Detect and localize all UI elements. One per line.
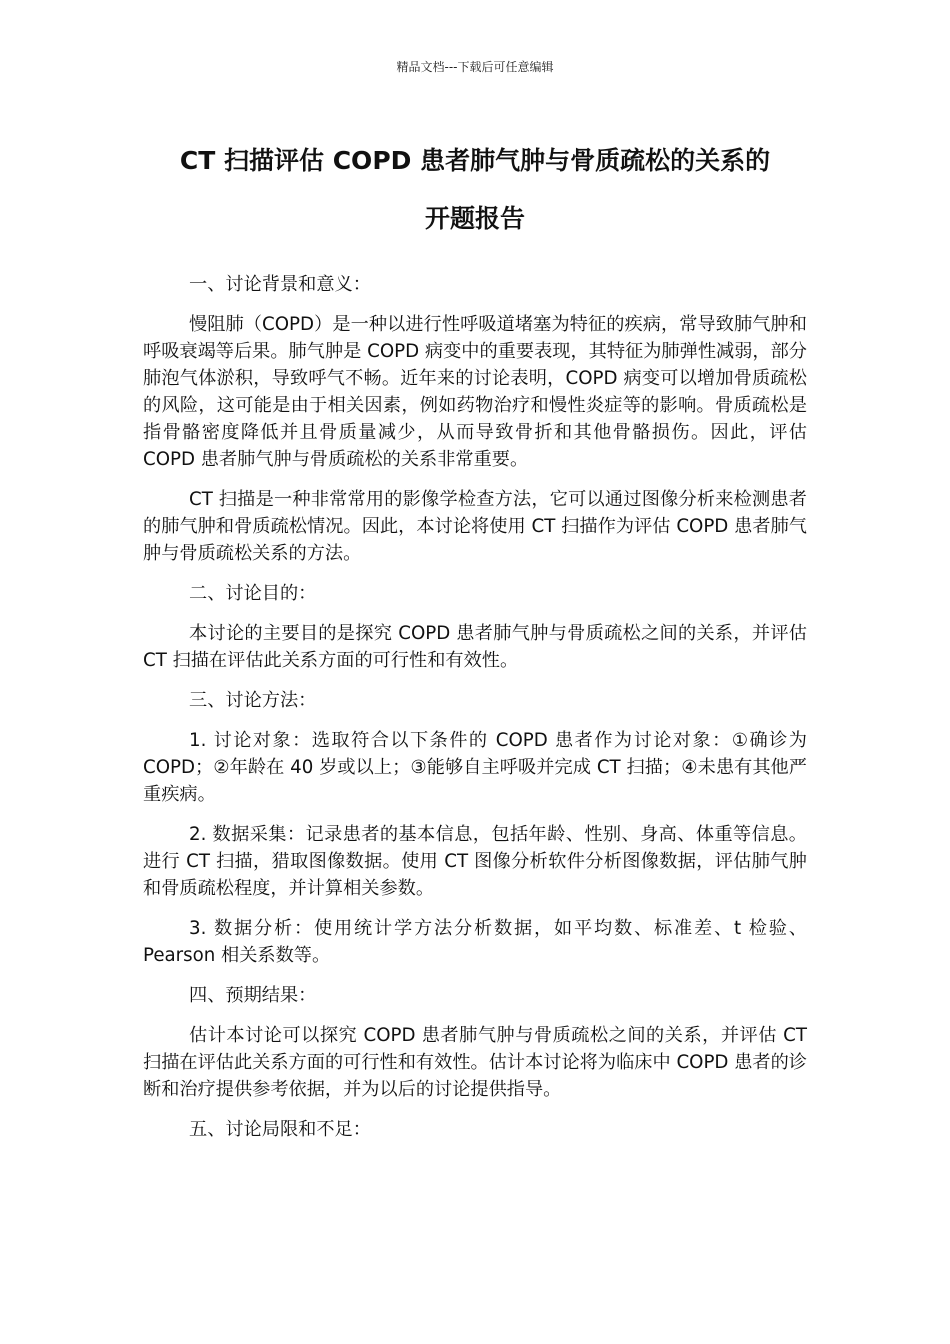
section-heading-methods: 三、讨论方法：	[189, 690, 317, 711]
section-heading-expected-results: 四、预期结果：	[189, 985, 317, 1006]
title-line-1: CT 扫描评估 COPD 患者肺气肿与骨质疏松的关系的	[179, 146, 771, 175]
paragraph-method-data-analysis: 3. 数据分析：使用统计学方法分析数据，如平均数、标准差、t 检验、Pearson 相关系数等。	[143, 918, 807, 966]
paragraph-ct-scan: CT 扫描是一种非常常用的影像学检查方法，它可以通过图像分析来检测患者的肺气肿和骨质疏松情况。因此，本讨论将使用 CT 扫描作为评估 COPD 患者肺气肿与骨质疏松关系的方法。	[143, 489, 807, 564]
header-note: 精品文档---下载后可任意编辑	[396, 60, 554, 74]
section-heading-purpose: 二、讨论目的：	[189, 583, 317, 604]
paragraph-expected-results: 估计本讨论可以探究 COPD 患者肺气肿与骨质疏松之间的关系，并评估 CT 扫描在评估此关系方面的可行性和有效性。估计本讨论将为临床中 COPD 患者的诊断和治疗提供参考依据，并为以后的讨论提供指导。	[143, 1025, 807, 1100]
paragraph-copd-intro: 慢阻肺（COPD）是一种以进行性呼吸道堵塞为特征的疾病，常导致肺气肿和呼吸衰竭等后果。肺气肿是 COPD 病变中的重要表现，其特征为肺弹性减弱，部分肺泡气体淤积，导致呼气不畅。近年来的讨论表明，COPD 病变可以增加骨质疏松的风险，这可能是由于相关因素，例如药物治疗和慢性炎症等的影响。骨质疏松是指骨骼密度降低并且骨质量减少，从而导致骨折和其他骨骼损伤。因此，评估 COPD 患者肺气肿与骨质疏松的关系非常重要。	[143, 314, 807, 470]
title-line-2: 开题报告	[424, 204, 525, 233]
paragraph-method-subjects: 1. 讨论对象：选取符合以下条件的 COPD 患者作为讨论对象：①确诊为 COPD；②年龄在 40 岁或以上；③能够自主呼吸并完成 CT 扫描；④未患有其他严重疾病。	[143, 730, 807, 805]
section-heading-background: 一、讨论背景和意义：	[189, 274, 371, 295]
section-heading-limitations: 五、讨论局限和不足：	[189, 1119, 371, 1140]
document-title	[140, 132, 810, 248]
paragraph-purpose: 本讨论的主要目的是探究 COPD 患者肺气肿与骨质疏松之间的关系，并评估 CT 扫描在评估此关系方面的可行性和有效性。	[143, 623, 807, 671]
paragraph-method-data-collection: 2. 数据采集：记录患者的基本信息，包括年龄、性别、身高、体重等信息。进行 CT 扫描，猎取图像数据。使用 CT 图像分析软件分析图像数据，评估肺气肿和骨质疏松程度，并计算相关参数。	[143, 824, 807, 899]
document-body	[143, 271, 807, 1156]
